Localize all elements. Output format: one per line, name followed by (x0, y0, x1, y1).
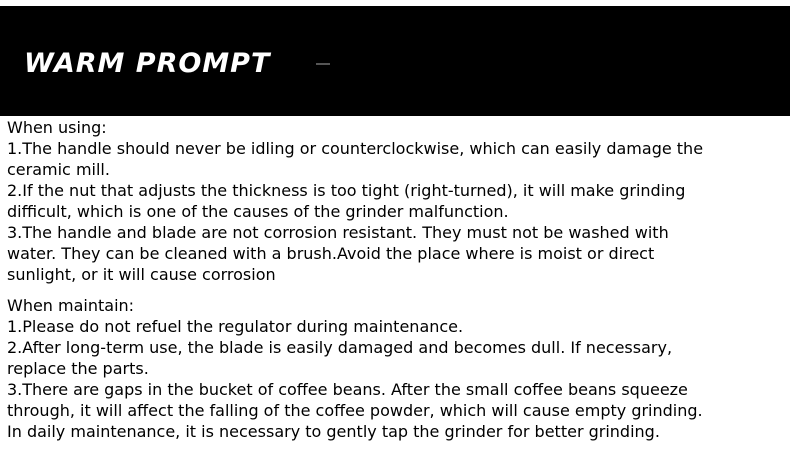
section-heading-using: When using: (7, 118, 107, 137)
using-line: difficult, which is one of the causes of the grinder malfunction. (7, 202, 509, 221)
using-line: 1.The handle should never be idling or counterclockwise, which can easily damage the (7, 139, 704, 158)
maintain-line: through, it will affect the falling of the coffee powder, which will cause empty grinding. (7, 401, 703, 420)
header-band (0, 6, 790, 116)
header-divider (316, 63, 330, 65)
section-spacer (7, 285, 787, 295)
maintain-line: In daily maintenance, it is necessary to gently tap the grinder for better grinding. (7, 422, 660, 441)
page-title: WARM PROMPT (24, 48, 271, 79)
section-heading-maintain: When maintain: (7, 296, 135, 315)
using-line: sunlight, or it will cause corrosion (7, 265, 276, 284)
maintain-line: 1.Please do not refuel the regulator during maintenance. (7, 317, 464, 336)
maintain-line: replace the parts. (7, 359, 149, 378)
instructions-content (7, 117, 787, 442)
using-line: ceramic mill. (7, 160, 110, 179)
using-line: 3.The handle and blade are not corrosion resistant. They must not be washed with (7, 223, 669, 242)
using-line: 2.If the nut that adjusts the thickness is too tight (right-turned), it will make grinding (7, 181, 686, 200)
maintain-line: 3.There are gaps in the bucket of coffee beans. After the small coffee beans squeeze (7, 380, 688, 399)
maintain-line: 2.After long-term use, the blade is easily damaged and becomes dull. If necessary, (7, 338, 673, 357)
using-line: water. They can be cleaned with a brush.Avoid the place where is moist or direct (7, 244, 655, 263)
